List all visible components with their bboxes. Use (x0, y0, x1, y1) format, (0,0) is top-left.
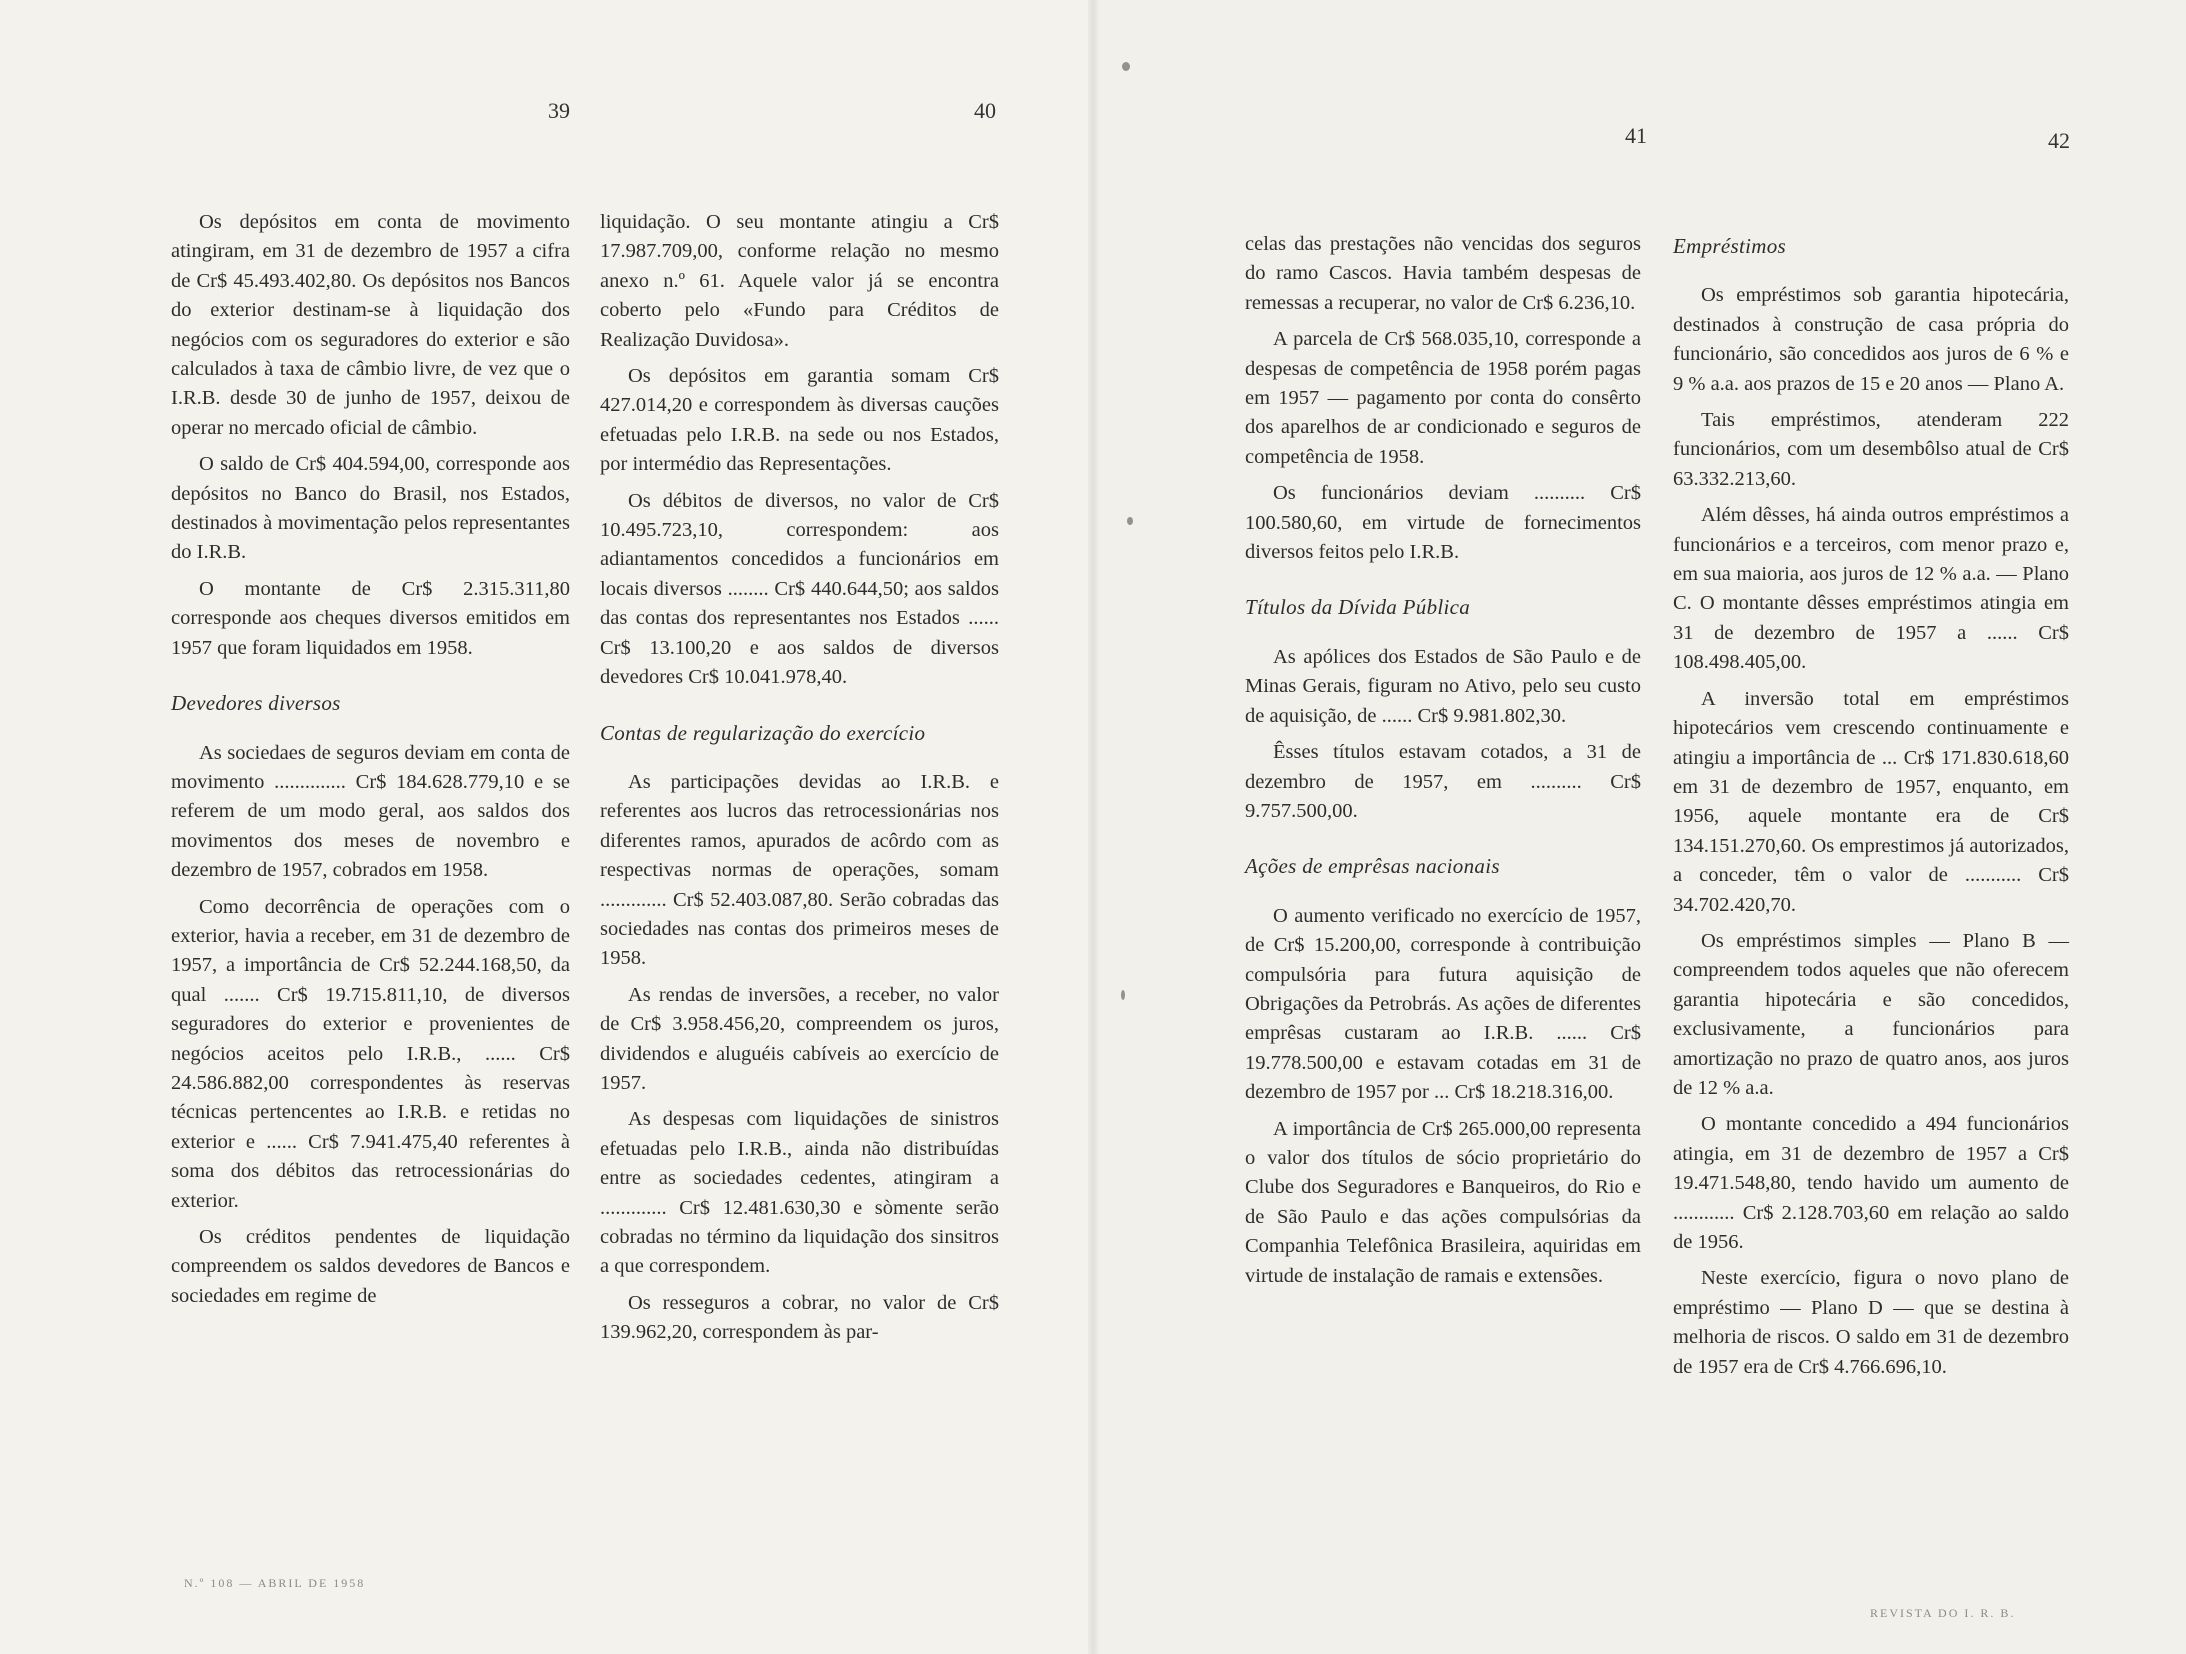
paragraph: Os depósitos em garantia somam Cr$ 427.014,20 e correspondem às diversas cauções efetuadas pelo I.R.B. na sede ou nos Estados, por intermédio das Representações. (600, 365, 999, 476)
paragraph: Êsses títulos estavam cotados, a 31 de dezembro de 1957, em .......... Cr$ 9.757.500,00. (1245, 741, 1641, 822)
paragraph: As despesas com liquidações de sinistros efetuadas pelo I.R.B., ainda não distribuídas entre as sociedades cedentes, atingiram a ............. Cr$ 12.481.630,30 e sòmente serão cobradas no término da liquidação dos sinsitros a que correspondem. (600, 1108, 999, 1278)
footer-issue: N.º 108 — ABRIL DE 1958 (184, 1576, 366, 1590)
print-speck (1122, 62, 1130, 71)
paragraph: As sociedaes de seguros deviam em conta de movimento .............. Cr$ 184.628.779,10 e se referem de um modo geral, aos saldos dos movimentos dos meses de novembro e dezembro de 1957, cobrados em 1958. (171, 741, 570, 882)
paragraph: Os créditos pendentes de liquidação compreendem os saldos devedores de Bancos e sociedades em regime de (171, 1226, 570, 1307)
paragraph: Os empréstimos simples — Plano B — compreendem todos aqueles que não oferecem garantia hipotecária e são concedidos, exclusivamente, a funcionários para amortização no prazo de quatro anos, aos juros de 12 % a.a. (1673, 929, 2069, 1099)
section-heading: Devedores diversos (171, 691, 341, 716)
text-column-page-39 (171, 208, 570, 1318)
paragraph: O aumento verificado no exercício de 1957, de Cr$ 15.200,00, corresponde à contribuição compulsória para futura aquisição de Obrigações da Petrobrás. As ações de diferentes emprêsas custaram ao I.R.B. ...... Cr$ 19.778.500,00 e estavam cotadas em 31 de dezembro de 1957 por ... Cr$ 18.218.316,00. (1245, 904, 1641, 1104)
page-number: 39 (548, 98, 570, 123)
text-column-page-42 (1673, 230, 2069, 1389)
book-gutter (1088, 0, 1098, 1654)
section-heading: Ações de emprêsas nacionais (1245, 854, 1500, 879)
section-heading: Empréstimos (1673, 234, 1786, 258)
page-number: 41 (1625, 123, 1647, 148)
paragraph: O montante concedido a 494 funcionários atingia, em 31 de dezembro de 1957 a Cr$ 19.471.548,80, tendo havido um aumento de ............ Cr$ 2.128.703,60 em relação ao saldo de 1956. (1673, 1113, 2069, 1253)
section-heading: Títulos da Dívida Pública (1245, 595, 1471, 620)
paragraph: O montante de Cr$ 2.315.311,80 corresponde aos cheques diversos emitidos em 1957 que foram liquidados em 1958. (171, 577, 570, 659)
paragraph: As apólices dos Estados de São Paulo e de Minas Gerais, figuram no Ativo, pelo seu custo de aquisição, de ...... Cr$ 9.981.802,30. (1245, 645, 1641, 727)
paragraph: liquidação. O seu montante atingiu a Cr$ 17.987.709,00, conforme relação no mesmo anexo n.º 61. Aquele valor já se encontra coberto pelo «Fundo para Créditos de Realização Duvidosa». (600, 211, 999, 351)
paragraph: Os débitos de diversos, no valor de Cr$ 10.495.723,10, correspondem: aos adiantamentos concedidos a funcionários em locais diversos ........ Cr$ 440.644,50; aos saldos das contas dos representantes nos Estados ...... Cr$ 13.100,20 e aos saldos de diversos devedores Cr$ 10.041.978,40. (600, 489, 999, 689)
paragraph: As participações devidas ao I.R.B. e referentes aos lucros das retrocessionárias nos diferentes ramos, apurados de acôrdo com as respectivas normas de operações, somam ............. Cr$ 52.403.087,80. Serão cobradas das sociedades nas contas dos primeiros meses de 1958. (600, 770, 999, 970)
paragraph: As rendas de inversões, a receber, no valor de Cr$ 3.958.456,20, compreendem os juros, dividendos e aluguéis cabíveis ao exercício de 1957. (600, 983, 999, 1094)
paragraph: O saldo de Cr$ 404.594,00, corresponde aos depósitos no Banco do Brasil, nos Estados, destinados à movimentação pelos representantes do I.R.B. (171, 453, 570, 564)
paragraph: A importância de Cr$ 265.000,00 representa o valor dos títulos de sócio proprietário do Clube dos Seguradores e Banqueiros, do Rio e de São Paulo e das ações compulsórias da Companhia Telefônica Brasileira, aquiridas em virtude de instalação de ramais e extensões. (1245, 1117, 1641, 1287)
text-column-page-41 (1245, 230, 1641, 1298)
paragraph: Os resseguros a cobrar, no valor de Cr$ 139.962,20, correspondem às par- (600, 1291, 999, 1344)
print-speck (1127, 517, 1133, 525)
paragraph: Os depósitos em conta de movimento atingiram, em 31 de dezembro de 1957 a cifra de Cr$ 45.493.402,80. Os depósitos nos Bancos do exterior destinam-se à liquidação dos negócios com os seguradores do exterior e são calculados à taxa de câmbio livre, de vez que o I.R.B. desde 30 de junho de 1957, deixou de operar no mercado oficial de câmbio. (171, 211, 570, 439)
paragraph: Os funcionários deviam .......... Cr$ 100.580,60, em virtude de fornecimentos diversos feitos pelo I.R.B. (1245, 482, 1641, 564)
paragraph: Tais empréstimos, atenderam 222 funcionários, com um desembôlso atual de Cr$ 63.332.213,60. (1673, 409, 2069, 490)
paragraph: Os empréstimos sob garantia hipotecária, destinados à construção de casa própria do funcionário, são concedidos aos juros de 6 % e 9 % a.a. aos prazos de 15 e 20 anos — Plano A. (1673, 284, 2069, 395)
paragraph: A inversão total em empréstimos hipotecários vem crescendo continuamente e atingiu a importância de ... Cr$ 171.830.618,60 em 31 de dezembro de 1957, enquanto, em 1956, aquele montante era de Cr$ 134.151.270,60. Os emprestimos já autorizados, a conceder, têm o valor de ........... Cr$ 34.702.420,70. (1673, 687, 2069, 916)
paragraph: Neste exercício, figura o novo plano de empréstimo — Plano D — que se destina à melhoria de riscos. O saldo em 31 de dezembro de 1957 era de Cr$ 4.766.696,10. (1673, 1267, 2069, 1378)
paragraph: Como decorrência de operações com o exterior, havia a receber, em 31 de dezembro de 1957, a importância de Cr$ 52.244.168,50, da qual ....... Cr$ 19.715.811,10, de diversos seguradores do exterior e provenientes de negócios aceitos pelo I.R.B., ...... Cr$ 24.586.882,00 correspondentes às reservas técnicas pertencentes ao I.R.B. e retidas no exterior e ...... Cr$ 7.941.475,40 referentes à soma dos débitos das retrocessionárias do exterior. (171, 895, 570, 1212)
paragraph: celas das prestações não vencidas dos seguros do ramo Cascos. Havia também despesas de remessas a recuperar, no valor de Cr$ 6.236,10. (1245, 233, 1641, 314)
paragraph: Além dêsses, há ainda outros empréstimos a funcionários e a terceiros, com menor prazo e, em sua maioria, aos juros de 12 % a.a. — Plano C. O montante dêsses empréstimos atingia em 31 de dezembro de 1957 a ...... Cr$ 108.498.405,00. (1673, 504, 2069, 674)
footer-journal: REVISTA DO I. R. B. (1870, 1606, 2016, 1620)
section-heading: Contas de regularização do exercício (600, 720, 926, 745)
page-number: 42 (2048, 128, 2070, 153)
page-number: 40 (974, 98, 996, 123)
print-speck (1121, 990, 1125, 1000)
text-column-page-40 (600, 208, 999, 1355)
paragraph: A parcela de Cr$ 568.035,10, corresponde a despesas de competência de 1958 porém pagas em 1957 — pagamento por conta do consêrto dos aparelhos de ar condicionado e seguros de competência de 1958. (1245, 328, 1641, 468)
